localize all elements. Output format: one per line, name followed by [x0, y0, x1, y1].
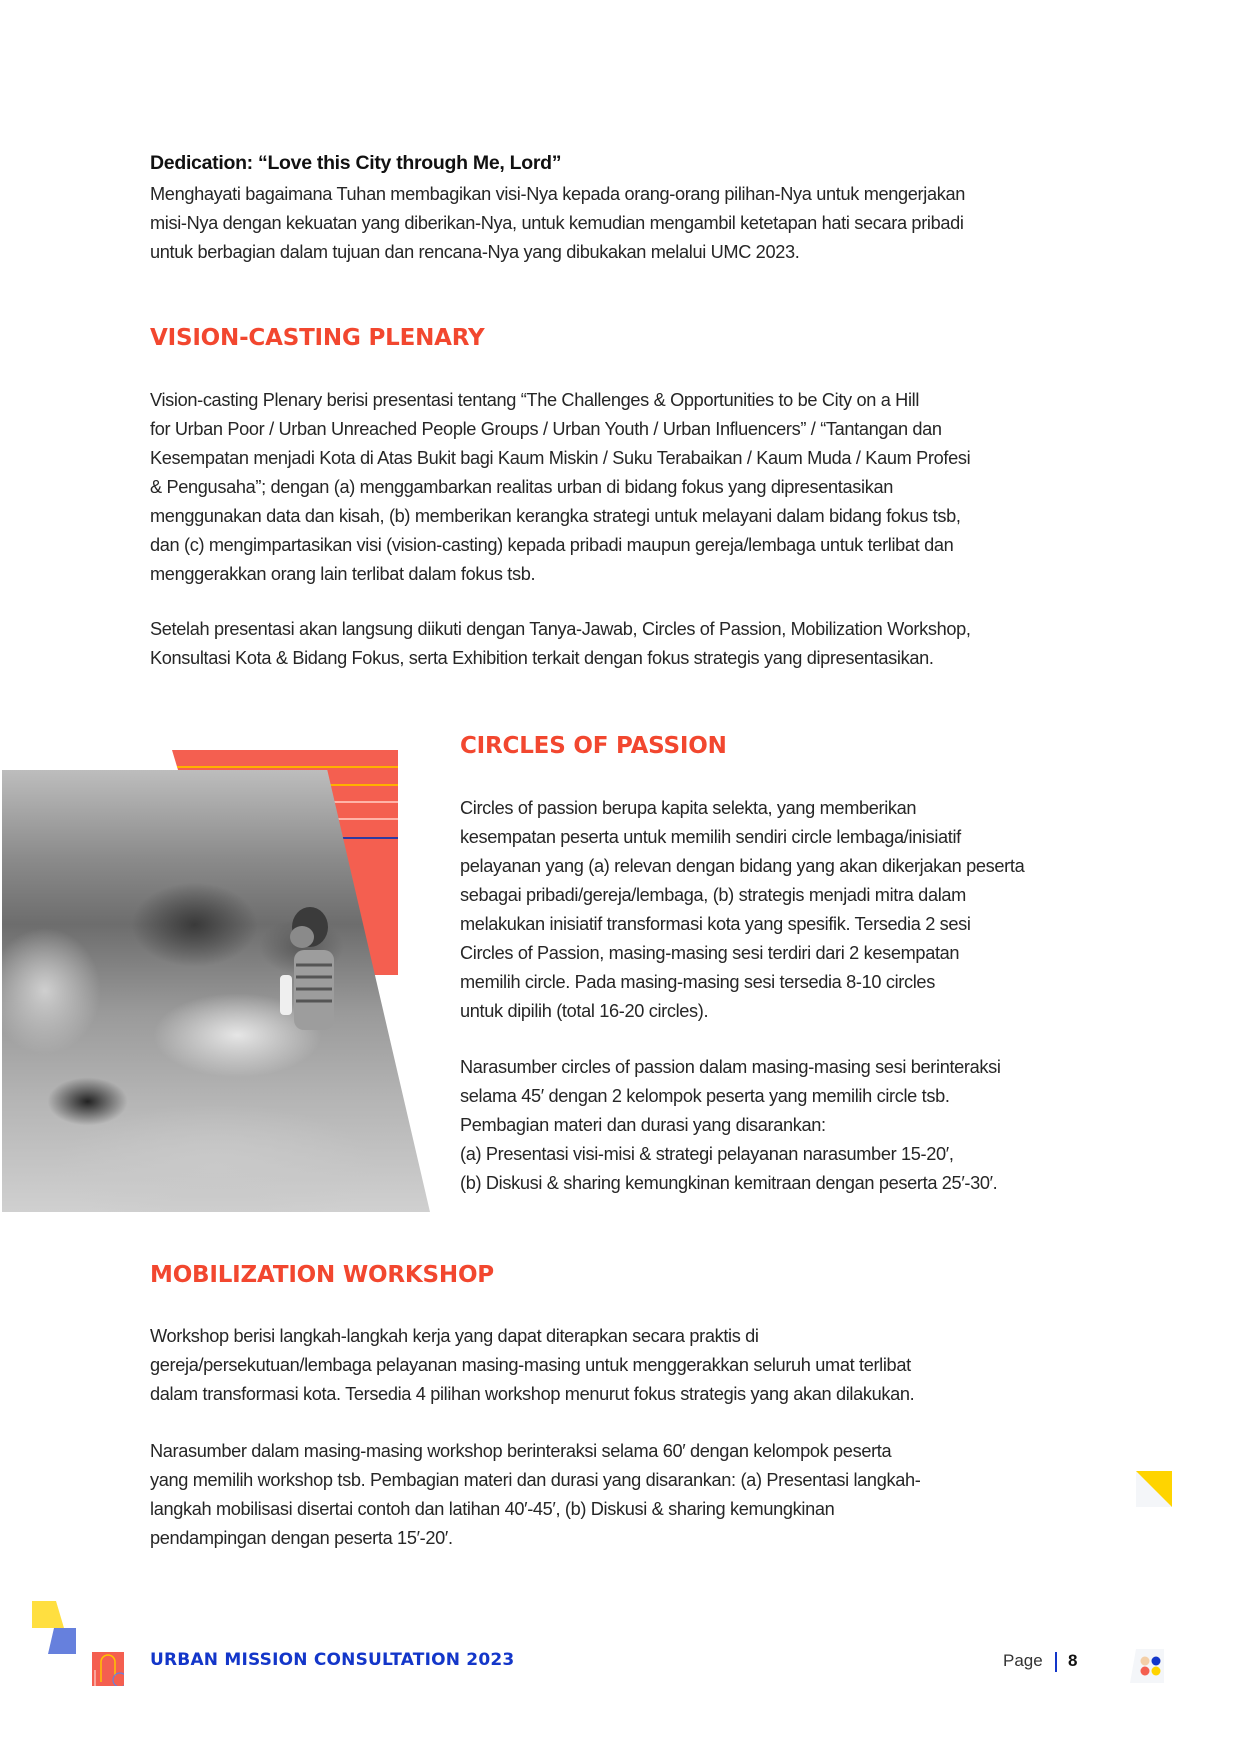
mobilization-workshop-paragraph-2: [150, 1437, 920, 1553]
text-line: kesempatan peserta untuk memilih sendiri circle lembaga/inisiatif: [460, 827, 961, 847]
text-line: Narasumber circles of passion dalam masing-masing sesi berinteraksi: [460, 1057, 1001, 1077]
text-line: misi-Nya dengan kekuatan yang diberikan-Nya, untuk kemudian mengambil ketetapan hati secara pribadi: [150, 213, 964, 233]
mobilization-workshop-paragraph-1: [150, 1322, 914, 1409]
text-line: Workshop berisi langkah-langkah kerja yang dapat diterapkan secara praktis di: [150, 1326, 759, 1346]
text-line: & Pengusaha”; dengan (a) menggambarkan realitas urban di bidang fokus yang dipresentasikan: [150, 477, 893, 497]
text-line: selama 45′ dengan 2 kelompok peserta yang memilih circle tsb.: [460, 1086, 950, 1106]
text-line: (b) Diskusi & sharing kemungkinan kemitraan dengan peserta 25′-30′.: [460, 1173, 998, 1193]
dedication-paragraph: [150, 180, 965, 267]
text-line: Setelah presentasi akan langsung diikuti dengan Tanya-Jawab, Circles of Passion, Mobilization Workshop,: [150, 619, 971, 639]
text-line: memilih circle. Pada masing-masing sesi tersedia 8-10 circles: [460, 972, 935, 992]
text-line: Menghayati bagaimana Tuhan membagikan visi-Nya kepada orang-orang pilihan-Nya untuk mengerjakan: [150, 184, 965, 204]
text-line: (a) Presentasi visi-misi & strategi pelayanan narasumber 15-20′,: [460, 1144, 954, 1164]
text-line: dalam transformasi kota. Tersedia 4 pilihan workshop menurut fokus strategis yang akan dilakukan.: [150, 1384, 915, 1404]
text-line: pendampingan dengan peserta 15′-20′.: [150, 1528, 453, 1548]
circles-of-passion-paragraph-2: [460, 1053, 1001, 1198]
footer-event-title: URBAN MISSION CONSULTATION 2023: [150, 1650, 515, 1670]
text-line: menggerakkan orang lain terlibat dalam fokus tsb.: [150, 564, 536, 584]
text-line: Vision-casting Plenary berisi presentasi tentang “The Challenges & Opportunities to be City on a Hill: [150, 390, 920, 410]
text-line: Circles of Passion, masing-masing sesi terdiri dari 2 kesempatan: [460, 943, 960, 963]
section-heading-vision-casting: VISION-CASTING PLENARY: [150, 325, 485, 351]
stripe-yellow: [172, 766, 398, 768]
text-line: menggunakan data dan kisah, (b) memberikan kerangka strategi untuk melayani dalam bidang fokus tsb,: [150, 506, 961, 526]
circles-of-passion-illustration: [0, 730, 410, 1200]
text-line: dan (c) mengimpartasikan visi (vision-casting) kepada pribadi maupun gereja/lembaga untuk terlibat dan: [150, 535, 954, 555]
page-separator: [1055, 1652, 1057, 1672]
text-line: Narasumber dalam masing-masing workshop berinteraksi selama 60′ dengan kelompok peserta: [150, 1441, 892, 1461]
text-line: Pembagian materi dan durasi yang disarankan:: [460, 1115, 826, 1135]
four-dots-logo-icon: [1130, 1649, 1164, 1683]
text-line: langkah mobilisasi disertai contoh dan latihan 40′-45′, (b) Diskusi & sharing kemungkinan: [150, 1499, 835, 1519]
page-label: Page: [1003, 1651, 1043, 1670]
page-number: 8: [1068, 1651, 1078, 1670]
section-heading-mobilization-workshop: MOBILIZATION WORKSHOP: [150, 1262, 494, 1288]
text-line: untuk berbagian dalam tujuan dan rencana-Nya yang dibukakan melalui UMC 2023.: [150, 242, 800, 262]
text-line: Circles of passion berupa kapita selekta, yang memberikan: [460, 798, 917, 818]
text-line: pelayanan yang (a) relevan dengan bidang yang akan dikerjakan peserta: [460, 856, 1025, 876]
child-figure: [272, 905, 342, 1055]
text-line: Kesempatan menjadi Kota di Atas Bukit bagi Kaum Miskin / Suku Terabaikan / Kaum Muda / Kaum Profesi: [150, 448, 971, 468]
vision-casting-paragraph-2: [150, 615, 971, 673]
umc-logo-icon: [92, 1652, 124, 1686]
text-line: sebagai pribadi/gereja/lembaga, (b) strategis menjadi mitra dalam: [460, 885, 966, 905]
yellow-triangle-decoration: [1136, 1471, 1172, 1507]
circles-of-passion-paragraph-1: [460, 794, 1024, 1026]
text-line: yang memilih workshop tsb. Pembagian materi dan durasi yang disarankan: (a) Presentasi langkah-: [150, 1470, 921, 1490]
text-line: melakukan inisiatif transformasi kota yang spesifik. Tersedia 2 sesi: [460, 914, 971, 934]
text-line: untuk dipilih (total 16-20 circles).: [460, 1001, 709, 1021]
dedication-title: Dedication: “Love this City through Me, Lord”: [150, 152, 562, 174]
footer-shapes-decoration: [30, 1598, 80, 1654]
vision-casting-paragraph-1: [150, 386, 970, 589]
section-heading-circles-of-passion: CIRCLES OF PASSION: [460, 733, 727, 759]
text-line: for Urban Poor / Urban Unreached People Groups / Urban Youth / Urban Influencers” / “Tantangan dan: [150, 419, 942, 439]
text-line: Konsultasi Kota & Bidang Fokus, serta Exhibition terkait dengan fokus strategis yang dipresentasikan.: [150, 648, 934, 668]
text-line: gereja/persekutuan/lembaga pelayanan masing-masing untuk menggerakkan seluruh umat terlibat: [150, 1355, 911, 1375]
